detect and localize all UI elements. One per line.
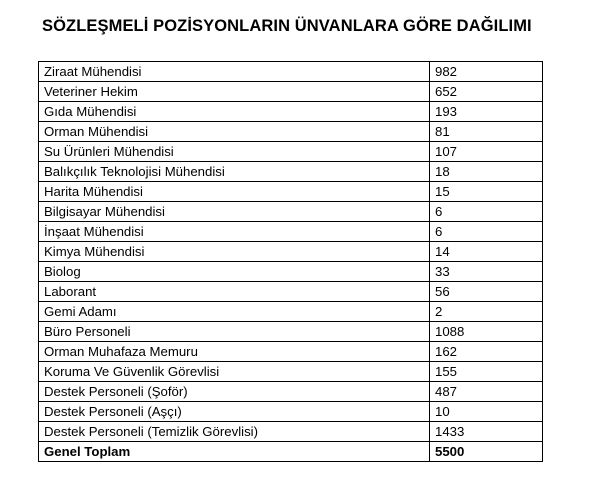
title-cell: Biolog xyxy=(39,262,430,282)
count-cell: 652 xyxy=(430,82,543,102)
count-cell: 6 xyxy=(430,202,543,222)
table-row xyxy=(39,142,543,162)
title-cell: Koruma Ve Güvenlik Görevlisi xyxy=(39,362,430,382)
position-distribution-table xyxy=(38,61,543,462)
table-row xyxy=(39,422,543,442)
count-cell: 193 xyxy=(430,102,543,122)
table-row xyxy=(39,302,543,322)
title-cell: Ziraat Mühendisi xyxy=(39,62,430,82)
count-cell: 1088 xyxy=(430,322,543,342)
title-cell: Destek Personeli (Şoför) xyxy=(39,382,430,402)
title-cell: Destek Personeli (Temizlik Görevlisi) xyxy=(39,422,430,442)
title-cell: Su Ürünleri Mühendisi xyxy=(39,142,430,162)
count-cell: 15 xyxy=(430,182,543,202)
count-cell: 6 xyxy=(430,222,543,242)
count-cell: 81 xyxy=(430,122,543,142)
title-cell: Veteriner Hekim xyxy=(39,82,430,102)
count-cell: 982 xyxy=(430,62,543,82)
total-label: Genel Toplam xyxy=(39,442,430,462)
total-row xyxy=(39,442,543,462)
table-row xyxy=(39,322,543,342)
table-row xyxy=(39,342,543,362)
count-cell: 18 xyxy=(430,162,543,182)
table-row xyxy=(39,282,543,302)
table-row xyxy=(39,222,543,242)
table-row xyxy=(39,382,543,402)
title-cell: Gemi Adamı xyxy=(39,302,430,322)
table-row xyxy=(39,202,543,222)
table-row xyxy=(39,82,543,102)
table-row xyxy=(39,162,543,182)
count-cell: 14 xyxy=(430,242,543,262)
title-cell: Harita Mühendisi xyxy=(39,182,430,202)
count-cell: 2 xyxy=(430,302,543,322)
title-cell: İnşaat Mühendisi xyxy=(39,222,430,242)
count-cell: 1433 xyxy=(430,422,543,442)
table-row xyxy=(39,62,543,82)
title-cell: Laborant xyxy=(39,282,430,302)
table-row xyxy=(39,242,543,262)
title-cell: Orman Mühendisi xyxy=(39,122,430,142)
count-cell: 56 xyxy=(430,282,543,302)
table-row xyxy=(39,362,543,382)
count-cell: 33 xyxy=(430,262,543,282)
title-cell: Büro Personeli xyxy=(39,322,430,342)
table-row xyxy=(39,182,543,202)
title-cell: Gıda Mühendisi xyxy=(39,102,430,122)
count-cell: 487 xyxy=(430,382,543,402)
count-cell: 155 xyxy=(430,362,543,382)
table-row xyxy=(39,262,543,282)
table-row xyxy=(39,122,543,142)
page-title: SÖZLEŞMELİ POZİSYONLARIN ÜNVANLARA GÖRE DAĞILIMI xyxy=(42,17,532,35)
total-value: 5500 xyxy=(430,442,543,462)
count-cell: 10 xyxy=(430,402,543,422)
title-cell: Destek Personeli (Aşçı) xyxy=(39,402,430,422)
title-cell: Balıkçılık Teknolojisi Mühendisi xyxy=(39,162,430,182)
table-row xyxy=(39,402,543,422)
count-cell: 107 xyxy=(430,142,543,162)
count-cell: 162 xyxy=(430,342,543,362)
table-row xyxy=(39,102,543,122)
title-cell: Bilgisayar Mühendisi xyxy=(39,202,430,222)
title-cell: Orman Muhafaza Memuru xyxy=(39,342,430,362)
title-cell: Kimya Mühendisi xyxy=(39,242,430,262)
